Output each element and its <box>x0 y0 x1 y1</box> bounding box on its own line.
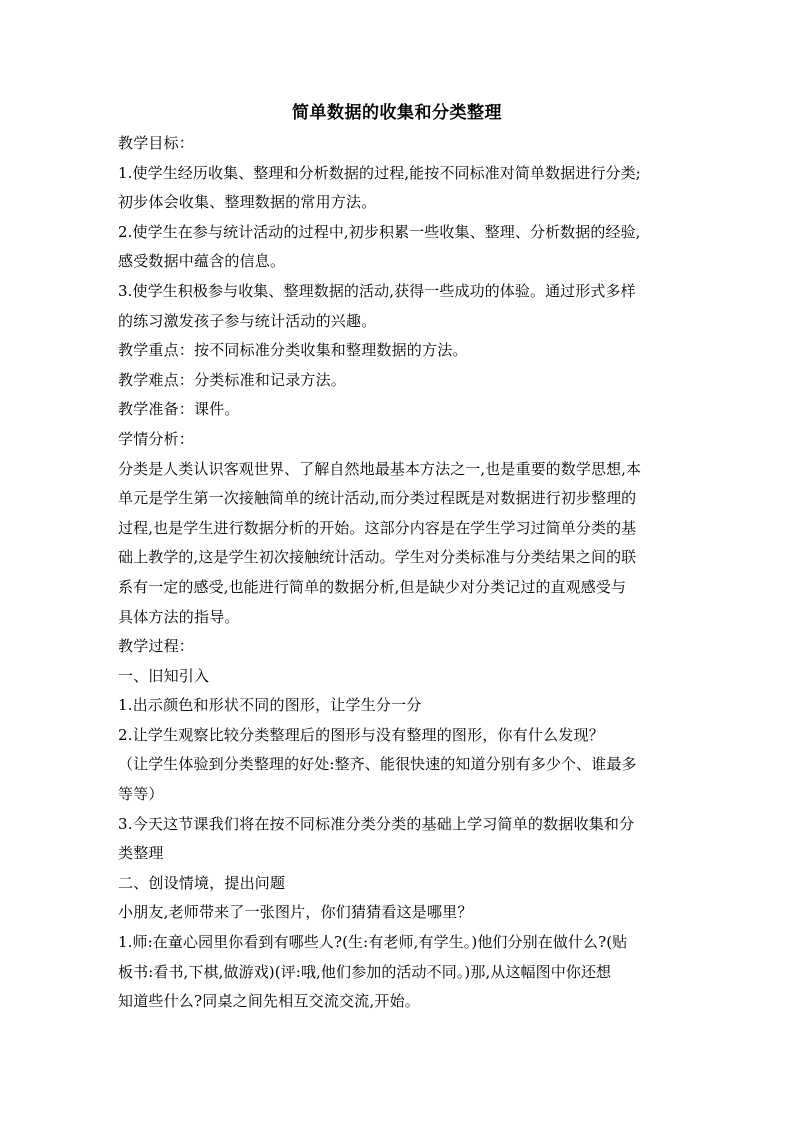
paragraph-line: 分类是人类认识客观世界、了解自然地最基本方法之一,也是重要的数学思想,本 <box>118 459 642 478</box>
paragraph-line: 3.今天这节课我们将在按不同标准分类分类的基础上学习简单的数据收集和分 <box>118 814 635 833</box>
paragraph-line: 初步体会收集、整理数据的常用方法。 <box>118 193 377 212</box>
paragraph-line: 的练习激发孩子参与统计活动的兴趣。 <box>118 311 377 330</box>
paragraph-line: 过程,也是学生进行数据分析的开始。这部分内容是在学生学习过简单分类的基 <box>118 518 637 537</box>
paragraph-line: 知道些什么?同桌之间先相互交流交流,开始。 <box>118 992 421 1011</box>
document-body <box>118 129 680 1017</box>
paragraph-line: 系有一定的感受,也能进行简单的数据分析,但是缺少对分类记过的直观感受与 <box>118 577 627 596</box>
paragraph-line: 一、旧知引入 <box>118 666 210 685</box>
paragraph-line: 教学难点：分类标准和记录方法。 <box>118 370 347 389</box>
paragraph-line: 教学重点：按不同标准分类收集和整理数据的方法。 <box>118 341 468 360</box>
document-title: 简单数据的收集和分类整理 <box>292 103 502 123</box>
paragraph-line: 板书:看书,下棋,做游戏)(评:哦,他们参加的活动不同。)那,从这幅图中你还想 <box>118 962 612 981</box>
paragraph-line: 1.出示颜色和形状不同的图形，让学生分一分 <box>118 696 422 715</box>
paragraph-line: 感受数据中蕴含的信息。 <box>118 252 286 271</box>
paragraph-line: 单元是学生第一次接触简单的统计活动,而分类过程既是对数据进行初步整理的 <box>118 489 637 508</box>
paragraph-line: 具体方法的指导。 <box>118 607 240 626</box>
paragraph-line: 二、创设情境，提出问题 <box>118 873 286 892</box>
paragraph-line: 教学过程： <box>118 637 195 656</box>
paragraph-line: 教学目标： <box>118 134 195 152</box>
paragraph-line: 小朋友,老师带来了一张图片，你们猜猜看这是哪里？ <box>118 903 473 922</box>
paragraph-line: （让学生体验到分类整理的好处:整齐、能很快速的知道分别有多少个、谁最多 <box>118 755 637 774</box>
paragraph-line: 学情分析： <box>118 429 195 448</box>
paragraph-line: 1.师:在童心园里你看到有哪些人?(生:有老师,有学生。)他们分别在做什么?(贴 <box>118 933 628 952</box>
paragraph-line: 3.使学生积极参与收集、整理数据的活动,获得一些成功的体验。通过形式多样 <box>118 281 636 300</box>
paragraph-line: 2.使学生在参与统计活动的过程中,初步积累一些收集、整理、分析数据的经验, <box>118 222 641 241</box>
paragraph-line: 1.使学生经历收集、整理和分析数据的过程,能按不同标准对简单数据进行分类; <box>118 163 641 182</box>
paragraph-line: 2.让学生观察比较分类整理后的图形与没有整理的图形，你有什么发现？ <box>118 725 604 744</box>
paragraph-line: 教学准备：课件。 <box>118 400 240 419</box>
paragraph-line: 类整理 <box>118 844 164 863</box>
paragraph-line: 等等） <box>118 785 164 804</box>
paragraph-line: 础上教学的,这是学生初次接触统计活动。学生对分类标准与分类结果之间的联 <box>118 548 637 567</box>
